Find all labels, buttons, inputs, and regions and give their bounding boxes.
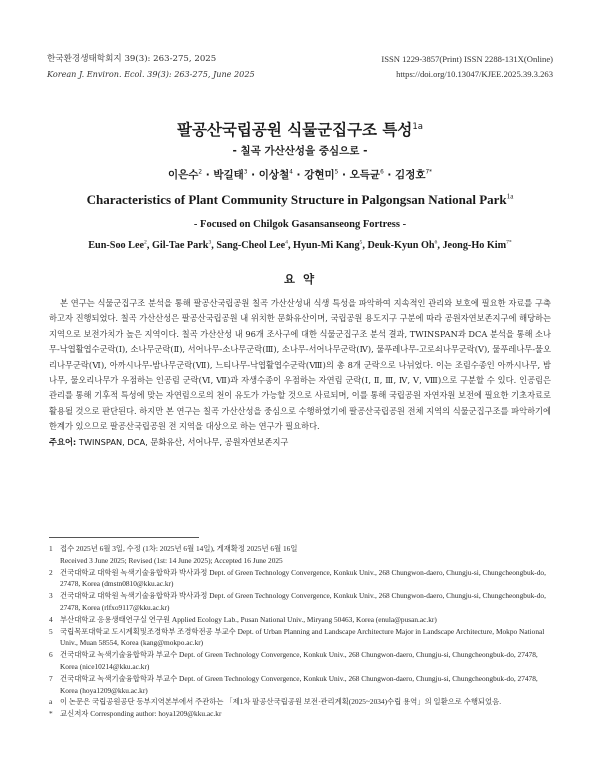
- author-name: 박길태: [213, 169, 244, 181]
- author: [367, 240, 437, 251]
- footnote-mark: 2: [49, 567, 53, 577]
- author-affiliation-mark: 4: [289, 169, 293, 176]
- author-affiliation-mark: 7*: [425, 169, 433, 176]
- footnote-text: 건국대학교 녹색기술융합학과 부교수 Dept. of Green Technology Convergence, Konkuk Univ., 268 Chungwon-daero, Chungju-si, Chungcheongbuk-do, 27478, Korea (hoya1209@kku.ac.kr): [60, 673, 538, 695]
- footnote-text: 건국대학교 대학원 녹색기술융합학과 박사과정 Dept. of Green Technology Convergence, Konkuk Univ., 268 Chungwon-daero, Chungju-si, Chungcheongbuk-do, 27478, Korea (rlfxo9117@kku.ac.kr): [60, 591, 546, 612]
- footnote-mark: a: [49, 697, 53, 707]
- keywords-label: 주요어:: [49, 437, 77, 447]
- paper-title-en-text: Characteristics of Plant Community Structure in Palgongsan National Park: [86, 192, 507, 207]
- author-separator: ·: [338, 169, 350, 181]
- author-separator: ·: [383, 169, 396, 181]
- author: [350, 169, 384, 181]
- paper-title-ko-sup: 1a: [412, 121, 424, 132]
- abstract-heading: 요 약: [283, 272, 317, 286]
- author-affiliation-mark: 6: [380, 169, 384, 176]
- footnote-text: Received 3 June 2025; Revised (1st: 14 June 2025); Accepted 16 June 2025: [60, 555, 283, 565]
- footnote-text: 건국대학교 녹색기술융합학과 부교수 Dept. of Green Technology Convergence, Konkuk Univ., 268 Chungwon-daero, Chungju-si, Chungcheongbuk-do, 27478, Korea (nice10214@kku.ac.kr): [60, 650, 538, 671]
- journal-identifiers: [381, 52, 553, 82]
- author-affiliation-mark: 2: [144, 239, 147, 246]
- author-separator: ,: [211, 240, 217, 251]
- author: [395, 169, 432, 181]
- paper-title-en-sup: 1a: [506, 192, 514, 201]
- footnote-text: 건국대학교 대학원 녹색기술융합학과 박사과정 Dept. of Green Technology Convergence, Konkuk Univ., 268 Chungwon-daero, Chungju-si, Chungcheongbuk-do, 27478, Korea (dmstn0810@kku.ac.kr): [60, 567, 546, 589]
- issn: ISSN 1229-3857(Print) ISSN 2288-131X(Online): [381, 54, 553, 64]
- author-separator: ,: [287, 240, 294, 251]
- author-separator: ·: [202, 169, 214, 181]
- author-name: 김정호: [395, 169, 426, 181]
- author: [216, 240, 288, 251]
- author-separator: ,: [437, 240, 443, 251]
- footnote-mark: 4: [49, 614, 53, 624]
- author-name: 강현미: [304, 169, 335, 181]
- footnote-text: 교신저자 Corresponding author: hoya1209@kku.ac.kr: [60, 709, 222, 719]
- author-name: Gil-Tae Park: [151, 240, 209, 251]
- author-name: 이은수: [167, 169, 199, 181]
- author-affiliation-mark: 4: [285, 239, 288, 246]
- footnote-mark: 7: [49, 673, 53, 683]
- author-separator: ·: [247, 169, 259, 181]
- footnote-divider: [49, 537, 199, 538]
- author-affiliation-mark: 5: [359, 239, 363, 246]
- journal-citation-en: Korean J. Environ. Ecol. 39(3): 263-275, June 2025: [47, 69, 255, 79]
- author: [259, 169, 293, 181]
- footnote-text: 이 논문은 국립공원공단 동부지역본부에서 주관하는 「제1차 팔공산국립공원 보전·관리계획(2025~2034)수립 용역」의 일환으로 수행되었음.: [60, 697, 502, 707]
- author-name: Deuk-Kyun Oh: [367, 240, 435, 251]
- footnote-text: 접수 2025년 6월 3일, 수정 (1차: 2025년 6월 14일), 게재확정 2025년 6월 16일: [60, 544, 298, 553]
- footnote-mark: 3: [49, 591, 53, 601]
- footnote: [49, 614, 553, 626]
- author-name: Hyun-Mi Kang: [293, 240, 360, 251]
- author: [442, 240, 511, 251]
- author-separator: ,: [146, 240, 152, 251]
- paper-subtitle-en: - Focused on Chilgok Gasansanseong Fortress -: [193, 219, 407, 230]
- footnote-mark: *: [49, 709, 53, 719]
- footnote: [49, 590, 553, 614]
- author: [293, 240, 362, 251]
- author: [88, 240, 147, 251]
- author-affiliation-mark: 7*: [506, 239, 512, 246]
- footnote: [49, 708, 553, 720]
- keywords: [49, 437, 551, 448]
- author-affiliation-mark: 5: [334, 169, 339, 176]
- journal-citation: [47, 52, 255, 82]
- keywords-text: TWINSPAN, DCA, 문화유산, 서어나무, 공원자연보존지구: [76, 437, 289, 447]
- author-name: 오득균: [349, 169, 381, 181]
- author: [168, 169, 202, 181]
- footnote-mark: 5: [49, 626, 53, 636]
- journal-citation-ko: 한국환경생태학회지 39(3): 263-275, 2025: [47, 54, 217, 64]
- author-affiliation-mark: 2: [198, 169, 203, 176]
- footnote-mark: 1: [49, 544, 53, 553]
- author-name: Jeong-Ho Kim: [442, 240, 507, 251]
- footnote-text: 부산대학교 응용생태연구실 연구원 Applied Ecology Lab., Pusan National Univ., Miryang 50463, Korea (enula@pusan.ac.kr): [60, 614, 437, 624]
- abstract-body: 본 연구는 식물군집구조 분석을 통해 팔공산국립공원 칠곡 가산산성내 식생 특성을 파악하여 지속적인 관리와 보호에 필요한 자료를 구축하고자 진행되었다. 칠곡 가산산성은 팔공산국립공원 내 위치한 문화유산이며, 국립공원 용도지구 구분에 따라 공원자연보존지구에 해당하는 지역으로 보전가치가 높은 지역이다. 칠곡 가산산성 내 96개 조사구에 대한 식물군집구조 분석 결과, TWINSPAN과 DCA 분석을 통해 소나무-낙엽활엽수군락(Ⅰ), 소나무군락(Ⅱ), 서어나무-소나무군락(Ⅲ), 소나무-서어나무군락(Ⅳ), 물푸레나무-고로쇠나무군락(Ⅴ), 물푸레나무-물오리나무군락(Ⅵ), 아까시나무-밤나무군락(Ⅶ), 느티나무-낙엽활엽수군락(Ⅷ)의 총 8개 군락으로 나뉘었다. 이는 조림수종인 아까시나무, 밤나무, 물오리나무가 우점하는 인공림 군락(Ⅵ, Ⅶ)과 자생수종이 우점하는 자연림 군락(Ⅰ, Ⅱ, Ⅲ, Ⅳ, Ⅴ, Ⅷ)으로 구분할 수 있다. 인공림은 관리를 통해 기후적 특성에 맞는 자연림으로의 천이 유도가 가능할 것으로 사료되며, 이를 통해 국립공원 자연자원 보전에 필요한 기초자료로 활용될 것으로 판단된다. 하지만 본 연구는 칠곡 가산산성을 중심으로 수행하였기에 팔공산국립공원 전체 지역의 식물군집구조를 파악하기에 한계가 있으므로 팔공산국립공원 전 지역을 대상으로 하는 연구가 필요하다.: [49, 298, 551, 432]
- author-affiliation-mark: 3: [208, 239, 212, 246]
- author-separator: ·: [292, 169, 305, 181]
- footnote: [49, 555, 553, 567]
- author: [213, 169, 247, 181]
- author-name: 이상철: [258, 169, 290, 181]
- footnote: [49, 673, 553, 697]
- footnote: [49, 567, 553, 591]
- footnote: [49, 649, 553, 673]
- author-name: Eun-Soo Lee: [88, 240, 145, 251]
- author: [304, 169, 338, 181]
- author-affiliation-mark: 6: [434, 239, 438, 246]
- author-name: Sang-Cheol Lee: [216, 240, 286, 251]
- author-list-ko: [0, 167, 600, 182]
- footnote: [49, 696, 553, 708]
- paper-title-ko-text: 팔공산국립공원 식물군집구조 특성: [176, 121, 413, 139]
- paper-title-ko: [0, 118, 600, 140]
- paper-title-en: [0, 192, 600, 208]
- footnote-text: 국립목포대학교 도시계획및조경학부 조경학전공 부교수 Dept. of Urban Planning and Landscape Architecture Major in Landscape Architecture, Mokpo National Univ., Muan 58554, Korea (kang@mokpo.ac.kr): [60, 626, 545, 648]
- footnotes: [49, 543, 553, 720]
- author-list-en: [0, 240, 600, 251]
- paper-subtitle-ko: - 칠곡 가산산성을 중심으로 -: [232, 145, 368, 157]
- footnote: [49, 543, 553, 555]
- doi-link[interactable]: https://doi.org/10.13047/KJEE.2025.39.3.263: [396, 69, 553, 79]
- footnote: [49, 626, 553, 650]
- footnote-mark: 6: [49, 650, 53, 660]
- author-separator: ,: [362, 240, 368, 251]
- author-affiliation-mark: 3: [243, 169, 248, 176]
- footnote-mark: [49, 555, 60, 567]
- author: [152, 240, 211, 251]
